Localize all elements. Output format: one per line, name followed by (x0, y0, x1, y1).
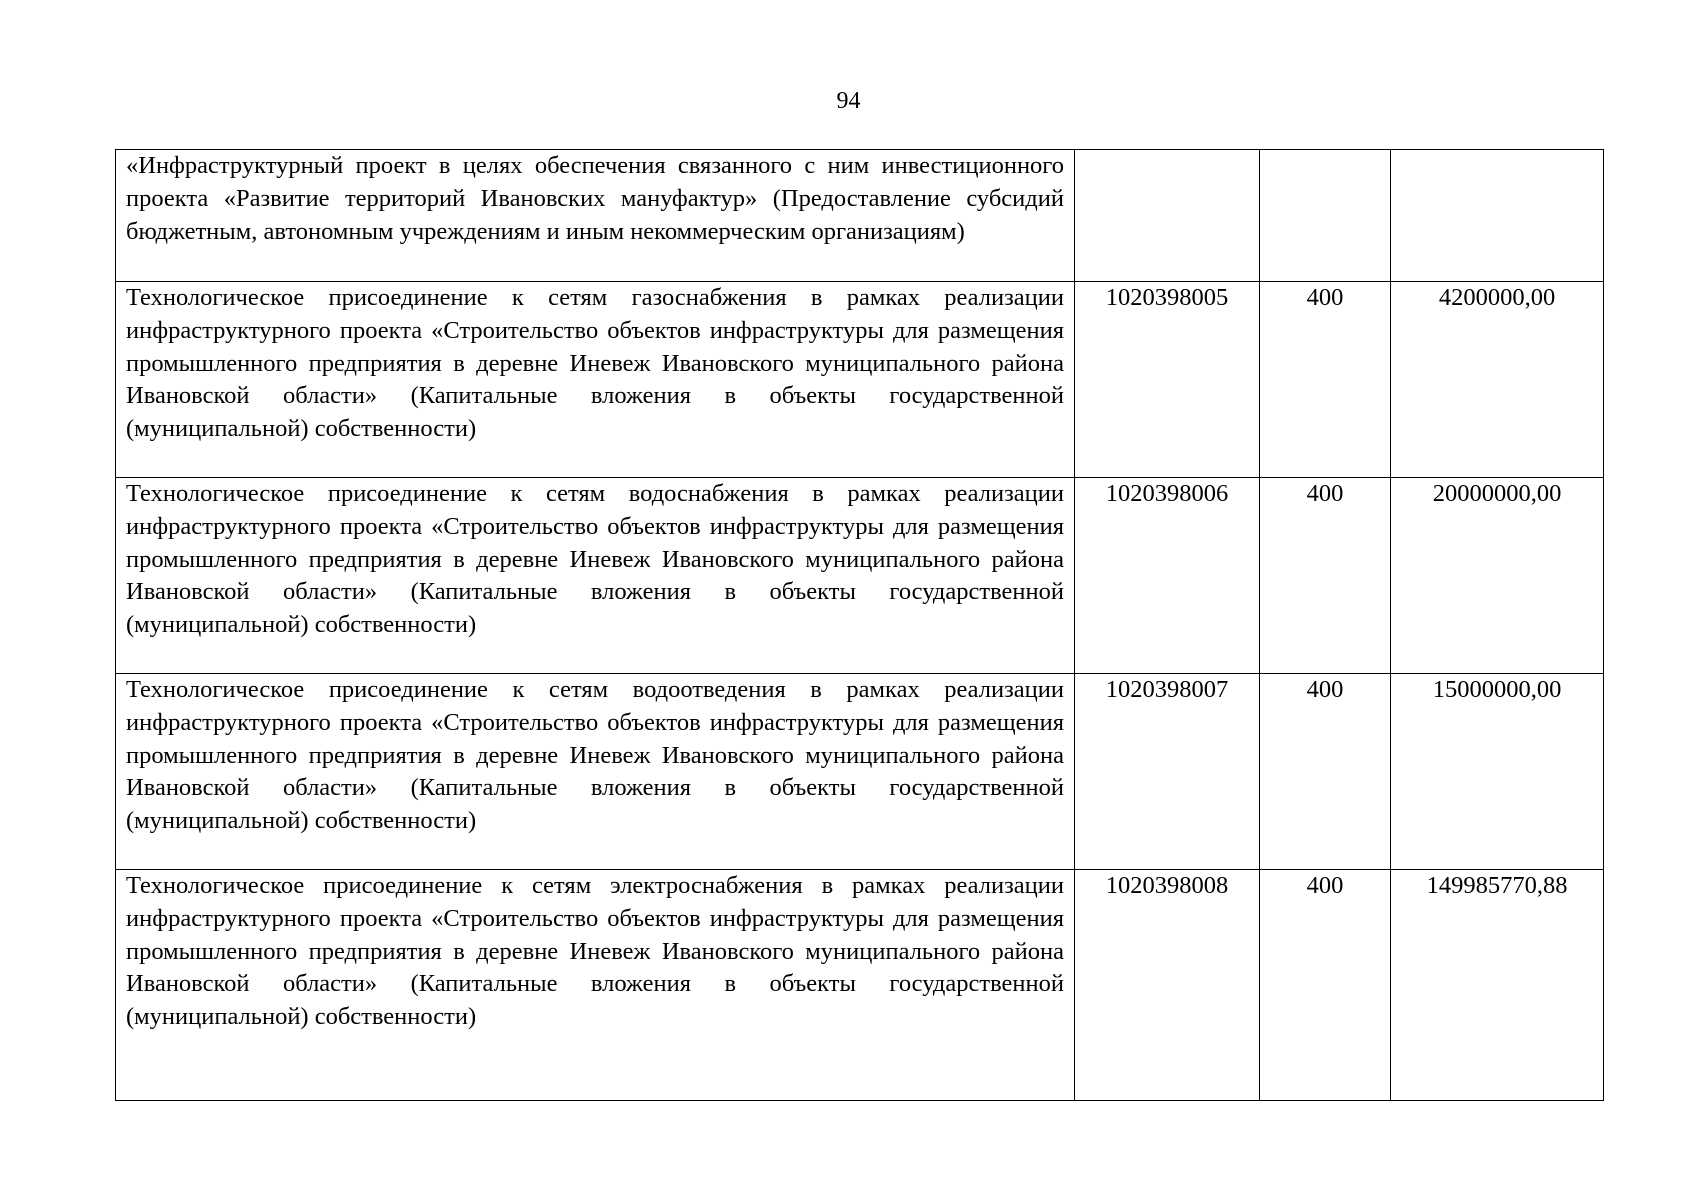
row-sum-cell (1391, 150, 1604, 282)
page-number: 94 (836, 88, 861, 114)
row-type-cell: 400 (1260, 282, 1391, 478)
row-sum-cell: 20000000,00 (1391, 478, 1604, 674)
row-name-cell: Технологическое присоединение к сетям водоотведения в рамках реализации инфраструктурного проекта «Строительство объектов инфраструктуры для размещения промышленного предприятия в деревне Иневеж Ивановского муниципального района Ивановской области» (Капитальные вложения в объекты государственной (муниципальной) собственности) (116, 674, 1075, 870)
table-row (116, 150, 1604, 282)
row-code-cell: 1020398008 (1075, 870, 1260, 1101)
row-code-cell: 1020398006 (1075, 478, 1260, 674)
budget-table (115, 149, 1604, 1101)
table-row (116, 282, 1604, 478)
row-name-cell: Технологическое присоединение к сетям газоснабжения в рамках реализации инфраструктурного проекта «Строительство объектов инфраструктуры для размещения промышленного предприятия в деревне Иневеж Ивановского муниципального района Ивановской области» (Капитальные вложения в объекты государственной (муниципальной) собственности) (116, 282, 1075, 478)
table-row (116, 478, 1604, 674)
row-name-cell: Технологическое присоединение к сетям водоснабжения в рамках реализации инфраструктурного проекта «Строительство объектов инфраструктуры для размещения промышленного предприятия в деревне Иневеж Ивановского муниципального района Ивановской области» (Капитальные вложения в объекты государственной (муниципальной) собственности) (116, 478, 1075, 674)
row-type-cell (1260, 150, 1391, 282)
row-type-cell: 400 (1260, 674, 1391, 870)
row-type-cell: 400 (1260, 870, 1391, 1101)
table-row (116, 870, 1604, 1101)
row-code-cell: 1020398005 (1075, 282, 1260, 478)
row-sum-cell: 15000000,00 (1391, 674, 1604, 870)
row-name-cell: Технологическое присоединение к сетям электроснабжения в рамках реализации инфраструктурного проекта «Строительство объектов инфраструктуры для размещения промышленного предприятия в деревне Иневеж Ивановского муниципального района Ивановской области» (Капитальные вложения в объекты государственной (муниципальной) собственности) (116, 870, 1075, 1101)
row-code-cell: 1020398007 (1075, 674, 1260, 870)
row-code-cell (1075, 150, 1260, 282)
row-sum-cell: 4200000,00 (1391, 282, 1604, 478)
row-name-cell: «Инфраструктурный проект в целях обеспечения связанного с ним инвестиционного проекта «Развитие территорий Ивановских мануфактур» (Предоставление субсидий бюджетным, автономным учреждениям и иным некоммерческим организациям) (116, 150, 1075, 282)
row-sum-cell: 149985770,88 (1391, 870, 1604, 1101)
row-type-cell: 400 (1260, 478, 1391, 674)
table-row (116, 674, 1604, 870)
